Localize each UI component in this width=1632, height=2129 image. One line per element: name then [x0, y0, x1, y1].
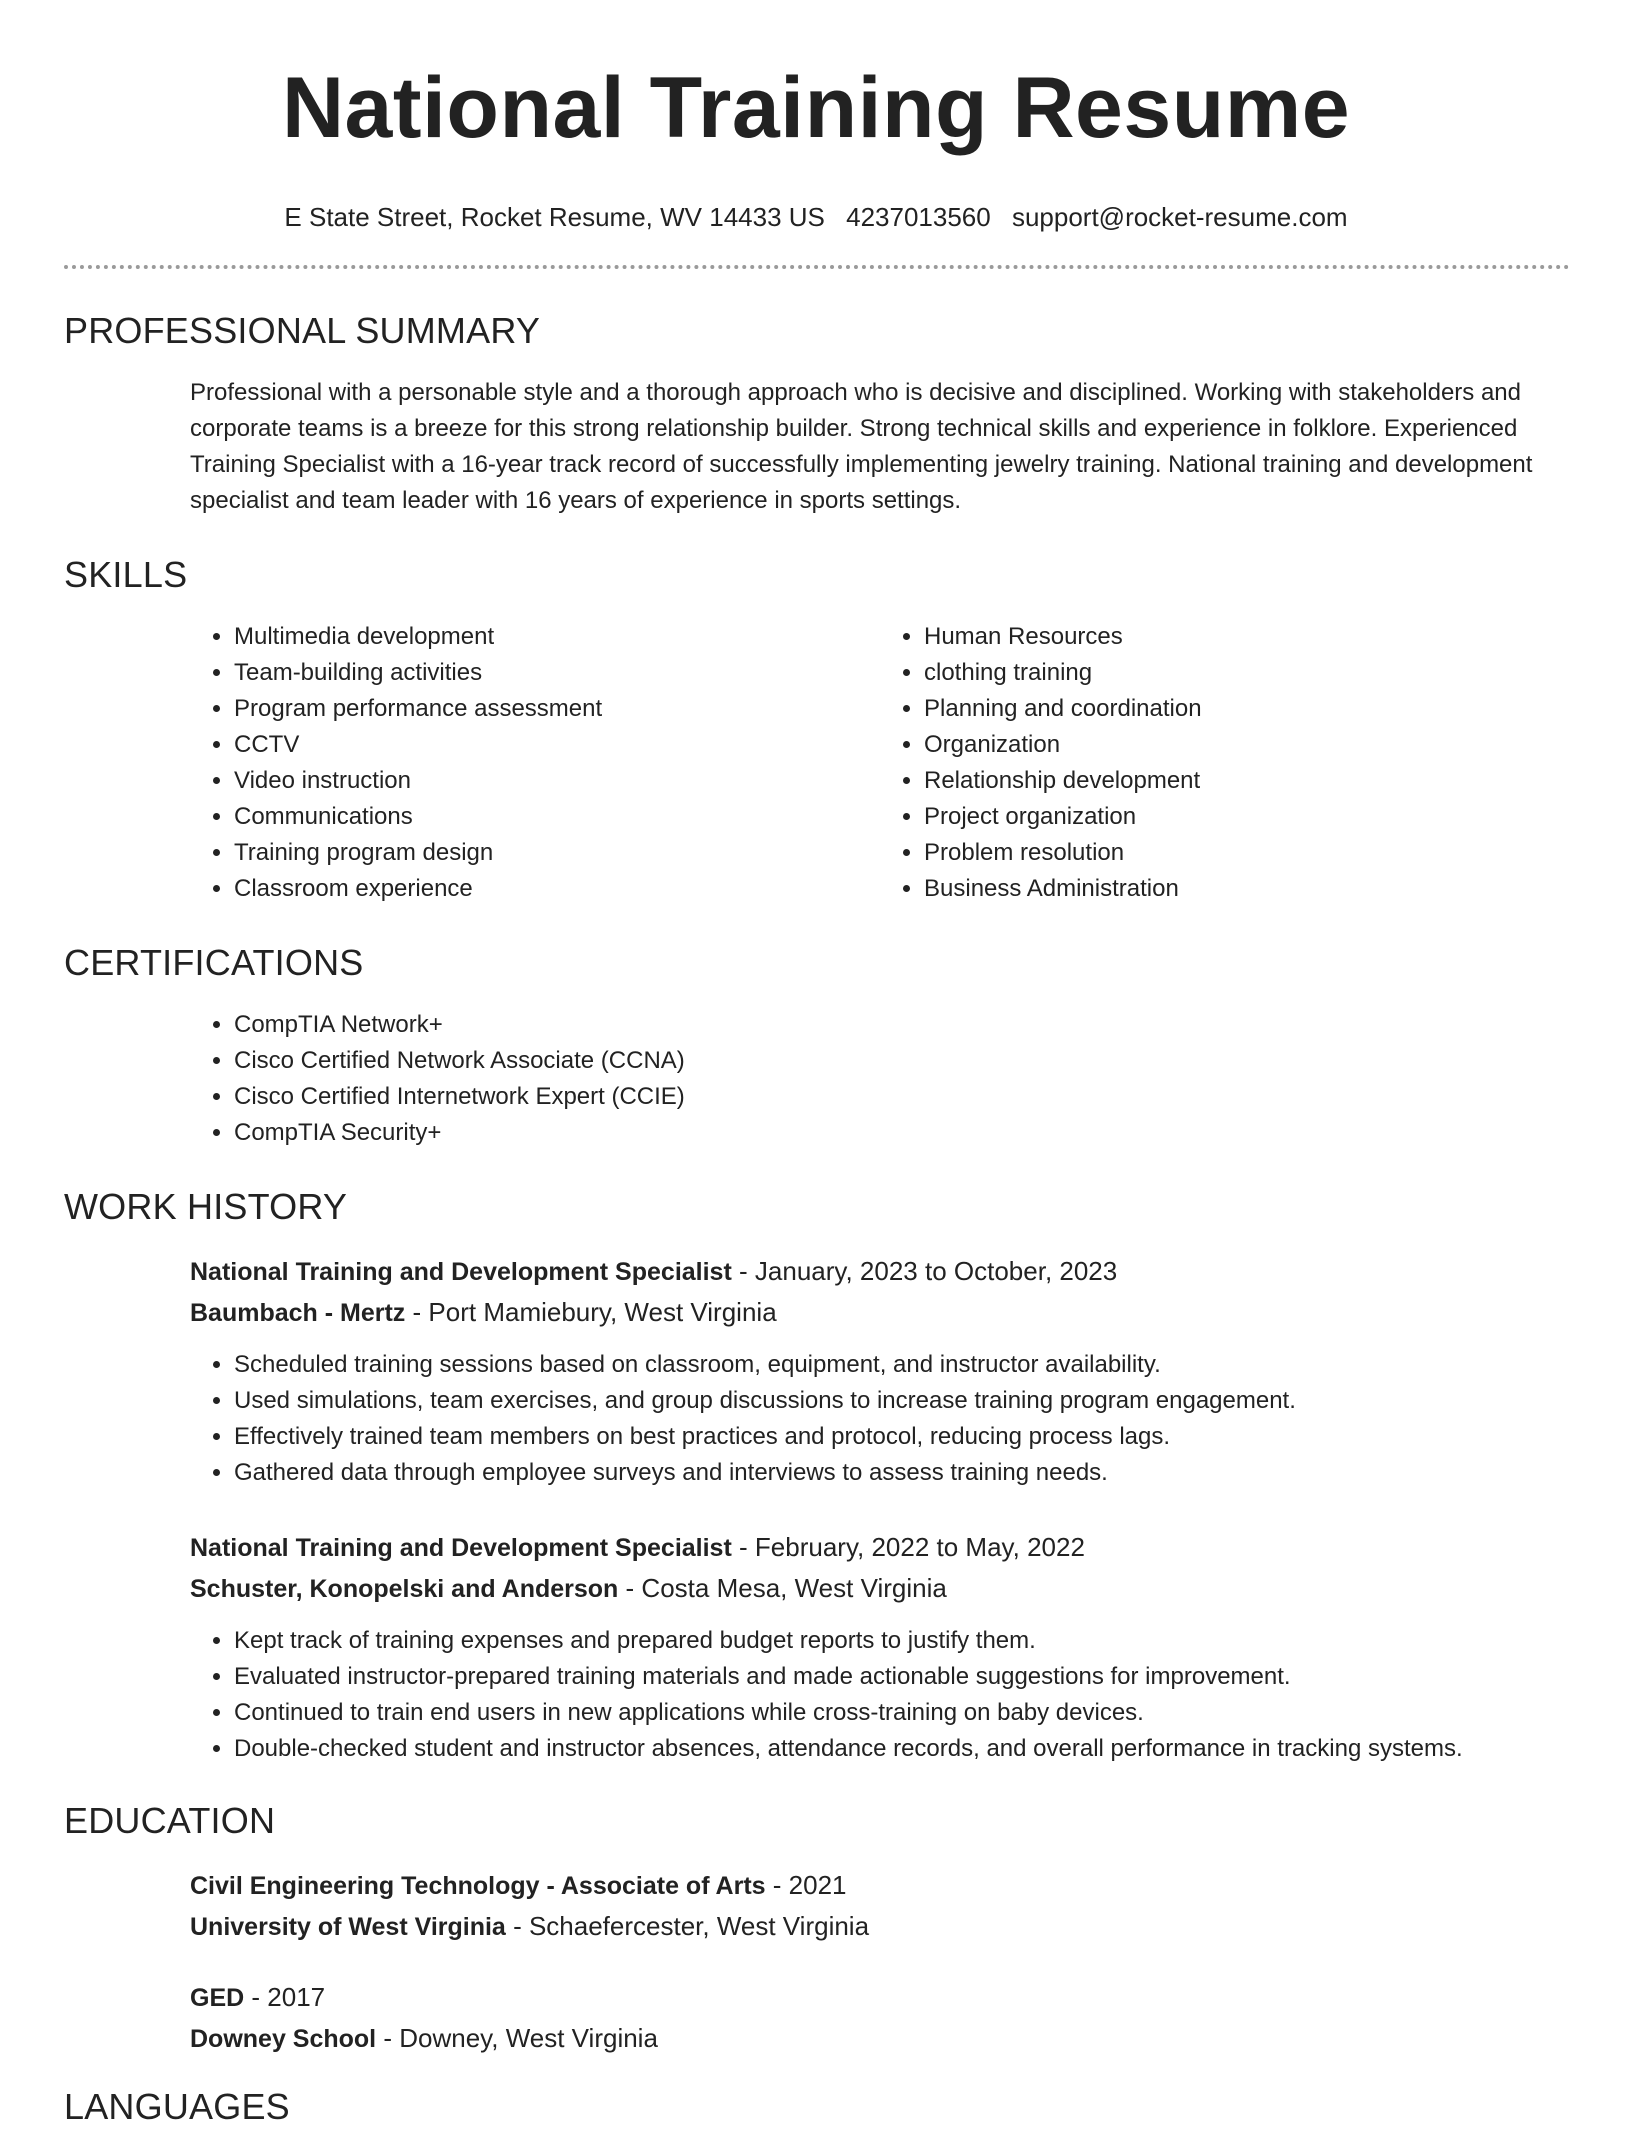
education-degree: Civil Engineering Technology - Associate of Arts — [190, 1872, 766, 1900]
job-company: Baumbach - Mertz — [190, 1299, 406, 1327]
certification-item: • CompTIA Network+ — [234, 1007, 1570, 1043]
job-company: Schuster, Konopelski and Anderson — [190, 1575, 619, 1603]
skill-item: • Video instruction — [234, 763, 880, 799]
summary-section — [64, 309, 1570, 519]
certification-item: • Cisco Certified Internetwork Expert (CCIE) — [234, 1079, 1570, 1115]
job-entry — [190, 1229, 1570, 1491]
job-company-line — [190, 1568, 1570, 1609]
certifications-section — [64, 941, 1570, 1151]
education-degree: GED — [190, 1984, 245, 2012]
work-history-heading: WORK HISTORY — [64, 1186, 348, 1227]
job-title-line — [190, 1251, 1570, 1292]
job-company-line — [190, 1292, 1570, 1333]
job-bullet: • Scheduled training sessions based on classroom, equipment, and instructor availability. — [234, 1347, 1570, 1383]
resume-title: National Training Resume — [281, 60, 1351, 156]
skill-item: • Multimedia development — [234, 619, 880, 655]
education-school-line — [190, 2018, 1570, 2059]
skill-item: • Organization — [924, 727, 1570, 763]
education-degree-line — [190, 1865, 1570, 1906]
contact-address: E State Street, Rocket Resume, WV 14433 US — [284, 202, 825, 232]
skill-item: • Team-building activities — [234, 655, 880, 691]
education-entry — [190, 1947, 1570, 2059]
skills-list-right — [880, 619, 1570, 907]
skill-item: • Human Resources — [924, 619, 1570, 655]
education-location: - Downey, West Virginia — [376, 2023, 658, 2053]
skill-item: • CCTV — [234, 727, 880, 763]
contact-line — [0, 200, 1632, 234]
job-bullets — [190, 1623, 1570, 1767]
skill-item: • Relationship development — [924, 763, 1570, 799]
job-bullet: • Gathered data through employee surveys and interviews to assess training needs. — [234, 1455, 1570, 1491]
header-divider — [64, 265, 1570, 269]
job-role: National Training and Development Specialist — [190, 1258, 732, 1286]
skill-item: • Business Administration — [924, 871, 1570, 907]
education-year: - 2021 — [765, 1870, 847, 1900]
job-bullets — [190, 1347, 1570, 1491]
education-location: - Schaefercester, West Virginia — [505, 1911, 870, 1941]
job-location: - Costa Mesa, West Virginia — [618, 1573, 947, 1603]
skill-item: • clothing training — [924, 655, 1570, 691]
job-bullet: • Kept track of training expenses and prepared budget reports to justify them. — [234, 1623, 1570, 1659]
job-role: National Training and Development Specialist — [190, 1534, 732, 1562]
languages-section — [64, 2085, 1570, 2129]
job-dates: - January, 2023 to October, 2023 — [731, 1256, 1118, 1286]
languages-heading: LANGUAGES — [64, 2086, 290, 2127]
job-bullet: • Effectively trained team members on best practices and protocol, reducing process lags. — [234, 1419, 1570, 1455]
skill-item: • Problem resolution — [924, 835, 1570, 871]
skill-item: • Program performance assessment — [234, 691, 880, 727]
skills-section — [64, 553, 1570, 907]
certifications-heading: CERTIFICATIONS — [64, 942, 364, 983]
certification-item: • Cisco Certified Network Associate (CCNA) — [234, 1043, 1570, 1079]
skill-item: • Project organization — [924, 799, 1570, 835]
skill-item: • Communications — [234, 799, 880, 835]
education-school: Downey School — [190, 2025, 377, 2053]
job-title-line — [190, 1527, 1570, 1568]
summary-heading: PROFESSIONAL SUMMARY — [64, 310, 541, 351]
education-year: - 2017 — [244, 1982, 326, 2012]
job-bullet: • Evaluated instructor-prepared training materials and made actionable suggestions for improvement. — [234, 1659, 1570, 1695]
job-location: - Port Mamiebury, West Virginia — [405, 1297, 777, 1327]
education-section — [64, 1799, 1570, 2059]
skills-heading: SKILLS — [64, 554, 188, 595]
education-heading: EDUCATION — [64, 1800, 276, 1841]
certification-item: • CompTIA Security+ — [234, 1115, 1570, 1151]
job-dates: - February, 2022 to May, 2022 — [731, 1532, 1085, 1562]
job-bullet: • Used simulations, team exercises, and group discussions to increase training program engagement. — [234, 1383, 1570, 1419]
contact-phone: 4237013560 — [846, 202, 991, 232]
education-degree-line — [190, 1977, 1570, 2018]
certifications-list — [190, 1007, 1570, 1151]
education-school-line — [190, 1906, 1570, 1947]
contact-email: support@rocket-resume.com — [1011, 202, 1348, 232]
job-bullet: • Continued to train end users in new applications while cross-training on baby devices. — [234, 1695, 1570, 1731]
work-history-section — [64, 1185, 1570, 1767]
job-bullet: • Double-checked student and instructor absences, attendance records, and overall performance in tracking systems. — [234, 1731, 1570, 1767]
skill-item: • Training program design — [234, 835, 880, 871]
skill-item: • Planning and coordination — [924, 691, 1570, 727]
education-entry — [190, 1843, 1570, 1947]
summary-text: Professional with a personable style and a thorough approach who is decisive and disciplined. Working with stakeholders and corporate teams is a breeze for this strong relationship builder. Strong technical skills and experience in folklore. Experienced Training Specialist with a 16-year track record of successfully implementing jewelry training. National training and development specialist and team leader with 16 years of experience in sports settings. — [190, 379, 1533, 514]
skills-list-left — [190, 619, 880, 907]
job-entry — [190, 1491, 1570, 1767]
education-school: University of West Virginia — [190, 1913, 506, 1941]
skill-item: • Classroom experience — [234, 871, 880, 907]
